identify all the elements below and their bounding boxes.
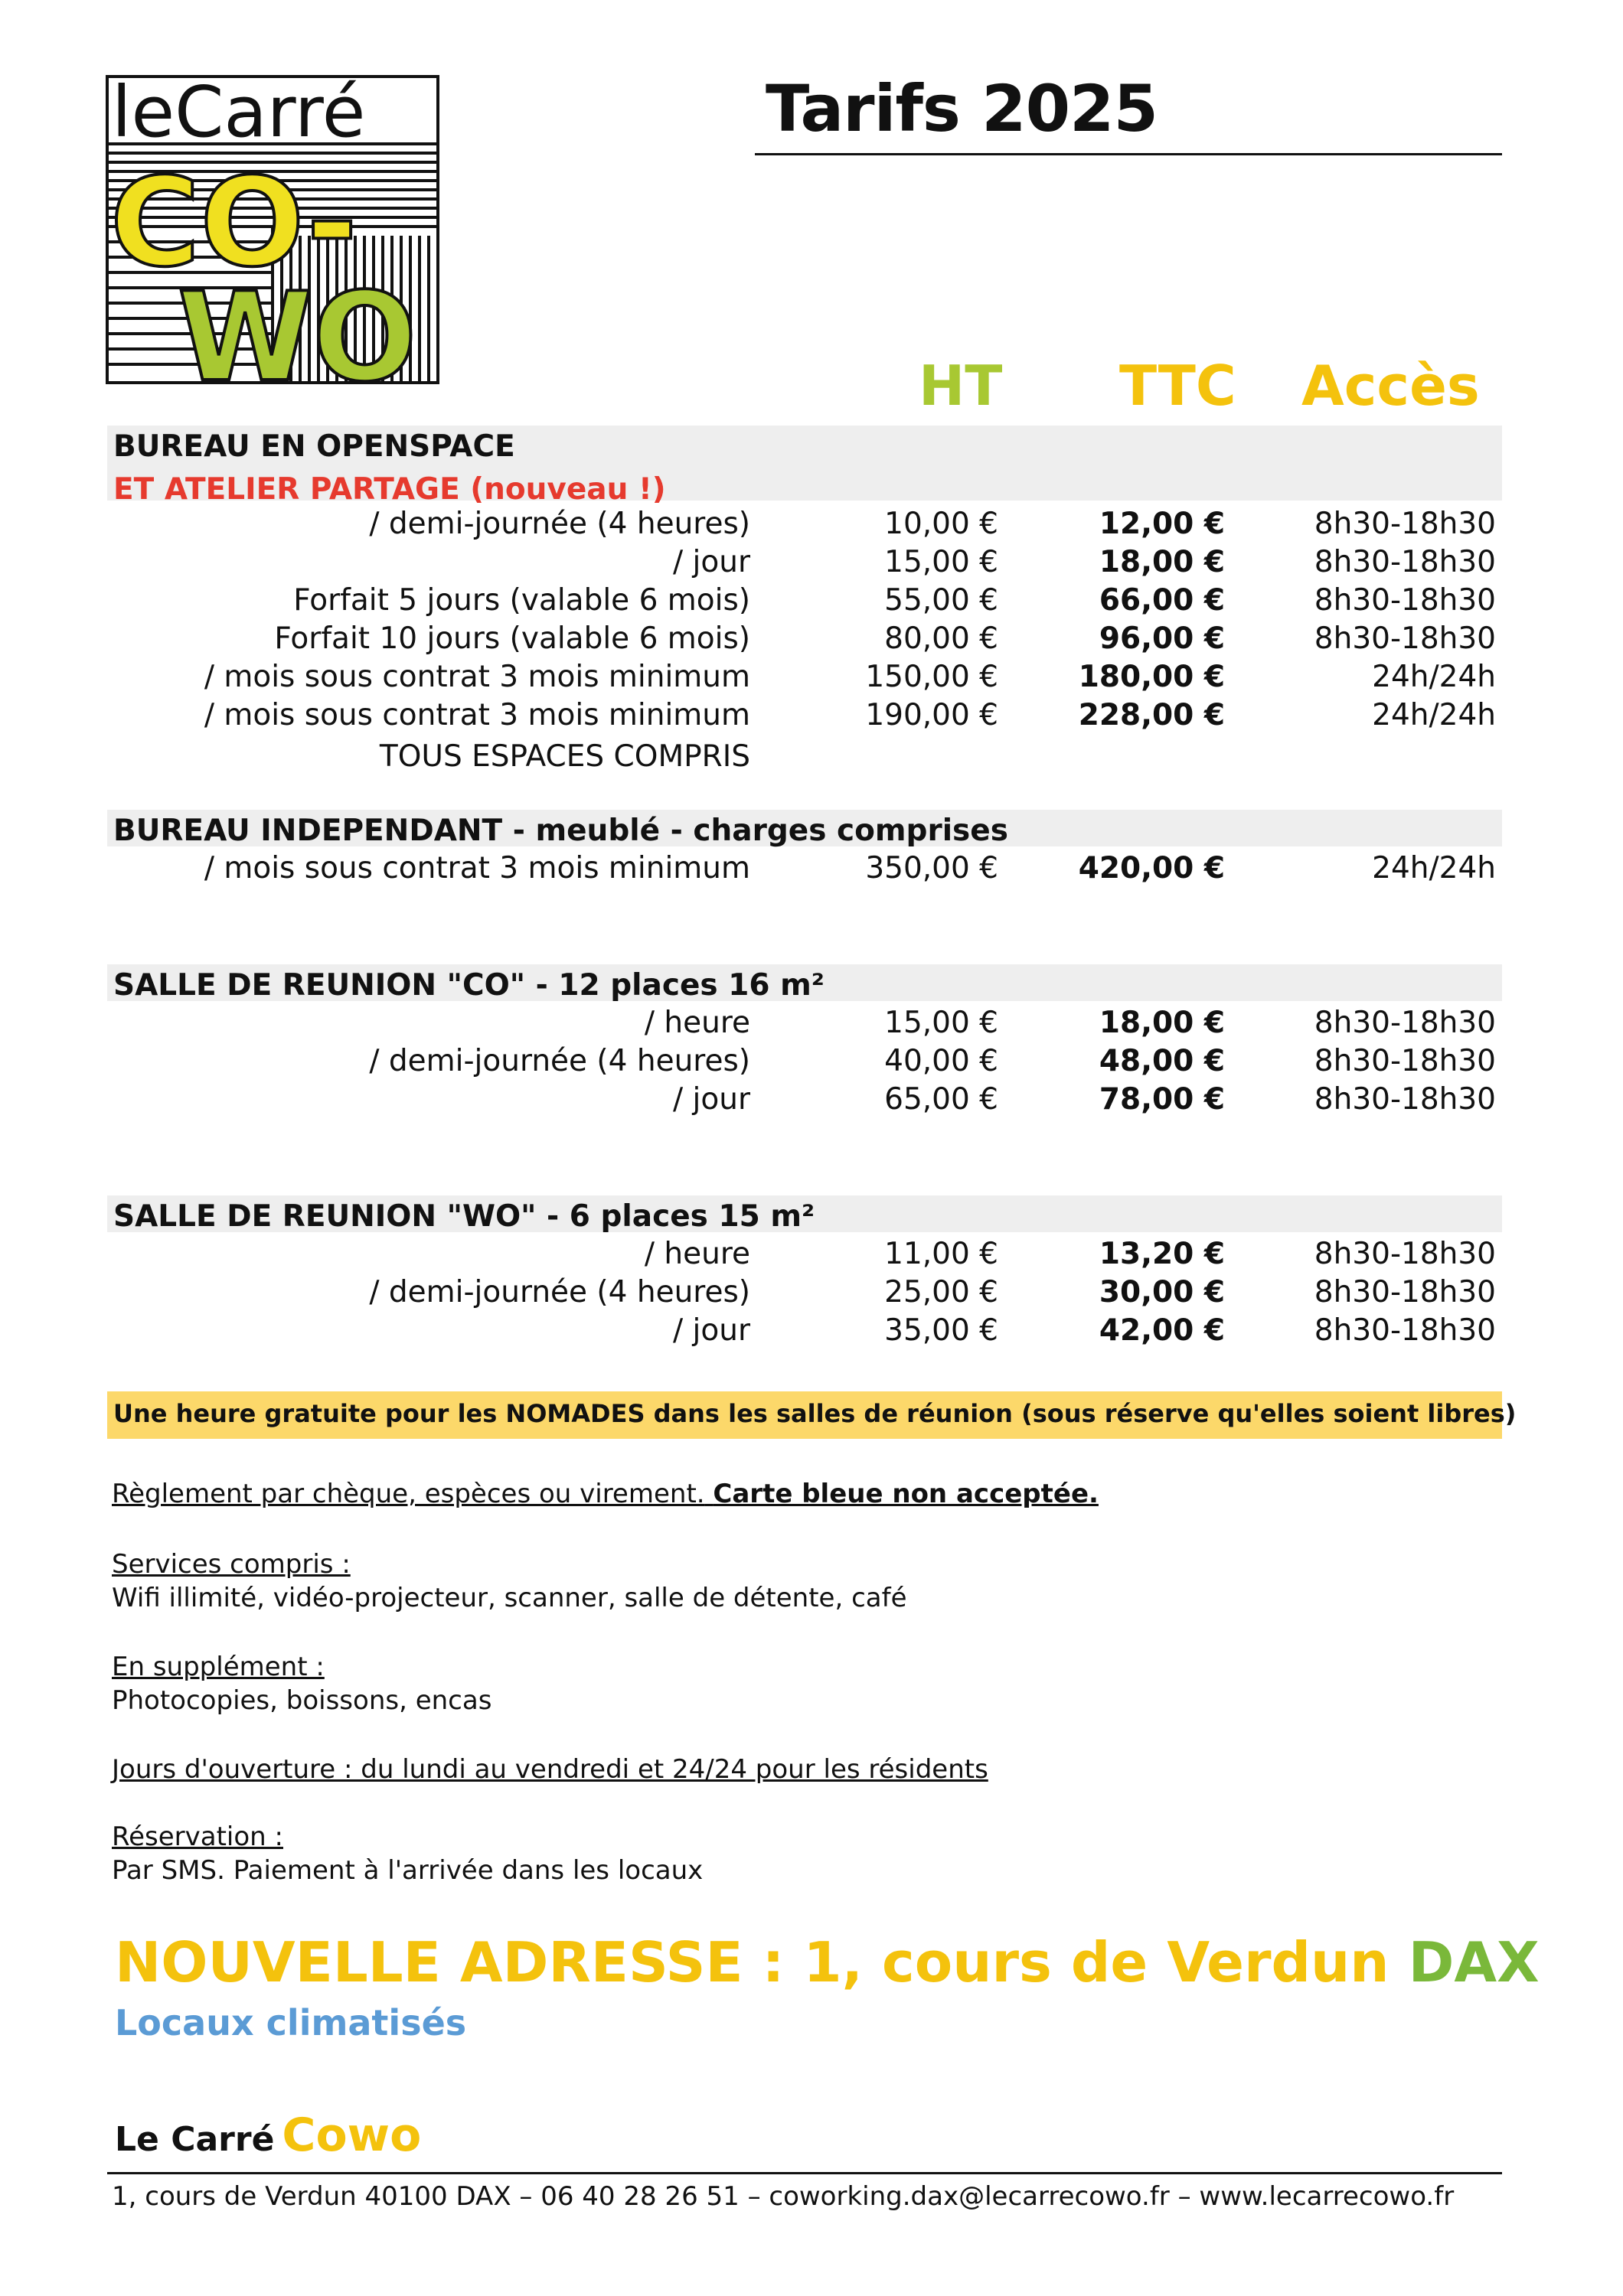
row-ht: 35,00 €	[884, 1313, 998, 1348]
section-title-bureau-independant: BUREAU INDEPENDANT - meublé - charges comprises	[113, 814, 1008, 848]
row-ttc: 228,00 €	[1078, 698, 1225, 732]
row-acces: 24h/24h	[1372, 698, 1496, 732]
row-acces: 8h30-18h30	[1314, 1275, 1496, 1309]
footer-divider	[107, 2172, 1502, 2174]
row-ht: 350,00 €	[865, 851, 998, 885]
row-label: / mois sous contrat 3 mois minimum	[204, 698, 750, 732]
column-header-ht: HT	[919, 354, 1003, 418]
row-ttc: 12,00 €	[1099, 507, 1225, 541]
price-row	[0, 1004, 1623, 1042]
row-ht: 190,00 €	[865, 698, 998, 732]
row-ttc: 48,00 €	[1099, 1044, 1225, 1078]
lecarre-cowo-logo	[104, 73, 441, 386]
row-acces: 8h30-18h30	[1314, 1044, 1496, 1078]
row-acces: 8h30-18h30	[1314, 1313, 1496, 1348]
price-row	[0, 1235, 1623, 1274]
extras-label: En supplément :	[112, 1652, 325, 1682]
page-title: Tarifs 2025	[766, 71, 1158, 146]
row-ht: 55,00 €	[884, 583, 998, 618]
row-label: / mois sous contrat 3 mois minimum	[204, 851, 750, 885]
row-ttc: 13,20 €	[1099, 1237, 1225, 1271]
row-label: / demi-journée (4 heures)	[369, 1044, 750, 1078]
row-label: / jour	[673, 1313, 750, 1348]
price-row	[0, 1312, 1623, 1350]
new-address-text: NOUVELLE ADRESSE : 1, cours de Verdun	[115, 1930, 1390, 1994]
section-subtitle-atelier: ET ATELIER PARTAGE (nouveau !)	[113, 472, 666, 507]
price-row	[0, 1042, 1623, 1081]
price-row	[0, 505, 1623, 543]
row-acces: 8h30-18h30	[1314, 583, 1496, 618]
row-acces: 8h30-18h30	[1314, 621, 1496, 656]
row-ht: 11,00 €	[884, 1237, 998, 1271]
extras-text: Photocopies, boissons, encas	[112, 1685, 492, 1716]
row-label: / jour	[673, 1082, 750, 1117]
new-address	[115, 1930, 1540, 1994]
row-ht: 15,00 €	[884, 1006, 998, 1040]
services-label: Services compris :	[112, 1549, 351, 1580]
row-label: / demi-journée (4 heures)	[369, 1275, 750, 1309]
row-acces: 8h30-18h30	[1314, 1006, 1496, 1040]
logo-text-bottom: WO	[178, 266, 417, 386]
services-text: Wifi illimité, vidéo-projecteur, scanner, salle de détente, café	[112, 1583, 907, 1613]
row-ht: 65,00 €	[884, 1082, 998, 1117]
row-ttc: 18,00 €	[1099, 545, 1225, 579]
row-ht: 40,00 €	[884, 1044, 998, 1078]
footer-brand	[115, 2108, 422, 2162]
row-label: / heure	[644, 1237, 750, 1271]
row-acces: 24h/24h	[1372, 660, 1496, 694]
row-label: Forfait 10 jours (valable 6 mois)	[274, 621, 750, 656]
booking-text: Par SMS. Paiement à l'arrivée dans les locaux	[112, 1855, 704, 1886]
payment-text: Règlement par chèque, espèces ou virement.	[112, 1479, 705, 1509]
row-ttc: 96,00 €	[1099, 621, 1225, 656]
price-row	[0, 738, 1623, 776]
row-acces: 8h30-18h30	[1314, 507, 1496, 541]
row-label: / jour	[673, 545, 750, 579]
row-ttc: 180,00 €	[1078, 660, 1225, 694]
row-acces: 8h30-18h30	[1314, 545, 1496, 579]
payment-line	[112, 1477, 1099, 1511]
payment-bold: Carte bleue non acceptée.	[713, 1479, 1099, 1509]
row-ttc: 420,00 €	[1078, 851, 1225, 885]
row-label: TOUS ESPACES COMPRIS	[379, 739, 750, 774]
row-ht: 25,00 €	[884, 1275, 998, 1309]
logo-text-mid: CO-	[110, 151, 358, 294]
opening-hours: Jours d'ouverture : du lundi au vendredi et 24/24 pour les résidents	[112, 1754, 988, 1785]
row-ht: 15,00 €	[884, 545, 998, 579]
row-ttc: 66,00 €	[1099, 583, 1225, 618]
price-row	[0, 1274, 1623, 1312]
footer-brand-name: Le Carré	[115, 2120, 275, 2159]
row-ttc: 78,00 €	[1099, 1082, 1225, 1117]
section-title-salle-co: SALLE DE REUNION "CO" - 12 places 16 m²	[113, 968, 825, 1003]
price-row	[0, 850, 1623, 888]
row-label: / demi-journée (4 heures)	[369, 507, 750, 541]
row-ttc: 42,00 €	[1099, 1313, 1225, 1348]
row-label: / heure	[644, 1006, 750, 1040]
row-ttc: 30,00 €	[1099, 1275, 1225, 1309]
air-conditioning-note: Locaux climatisés	[115, 2002, 467, 2043]
row-acces: 8h30-18h30	[1314, 1082, 1496, 1117]
logo-text-top: leCarré	[112, 73, 366, 153]
row-ht: 150,00 €	[865, 660, 998, 694]
column-header-ttc: TTC	[1119, 354, 1236, 418]
row-ht: 80,00 €	[884, 621, 998, 656]
row-acces: 8h30-18h30	[1314, 1237, 1496, 1271]
price-row	[0, 620, 1623, 658]
booking-label: Réservation :	[112, 1821, 283, 1852]
section-title-openspace: BUREAU EN OPENSPACE	[113, 429, 515, 464]
column-header-acces: Accès	[1301, 354, 1480, 418]
title-underline	[755, 153, 1502, 155]
price-row	[0, 1081, 1623, 1119]
footer-brand-accent: Cowo	[282, 2108, 422, 2162]
row-acces: 24h/24h	[1372, 851, 1496, 885]
row-label: Forfait 5 jours (valable 6 mois)	[293, 583, 750, 618]
price-row	[0, 543, 1623, 582]
row-ht: 10,00 €	[884, 507, 998, 541]
footer-contact: 1, cours de Verdun 40100 DAX – 06 40 28 26 51 – coworking.dax@lecarrecowo.fr – www.lecarrecowo.fr	[112, 2181, 1455, 2212]
row-ttc: 18,00 €	[1099, 1006, 1225, 1040]
row-label: / mois sous contrat 3 mois minimum	[204, 660, 750, 694]
price-row	[0, 658, 1623, 696]
new-address-city: DAX	[1408, 1930, 1540, 1994]
nomades-highlight-note	[107, 1391, 1517, 1439]
section-title-salle-wo: SALLE DE REUNION "WO" - 6 places 15 m²	[113, 1199, 815, 1234]
price-row	[0, 696, 1623, 735]
nomades-note-text: Une heure gratuite pour les NOMADES dans les salles de réunion (sous réserve qu'elles soient libres)	[113, 1399, 1517, 1428]
price-row	[0, 582, 1623, 620]
